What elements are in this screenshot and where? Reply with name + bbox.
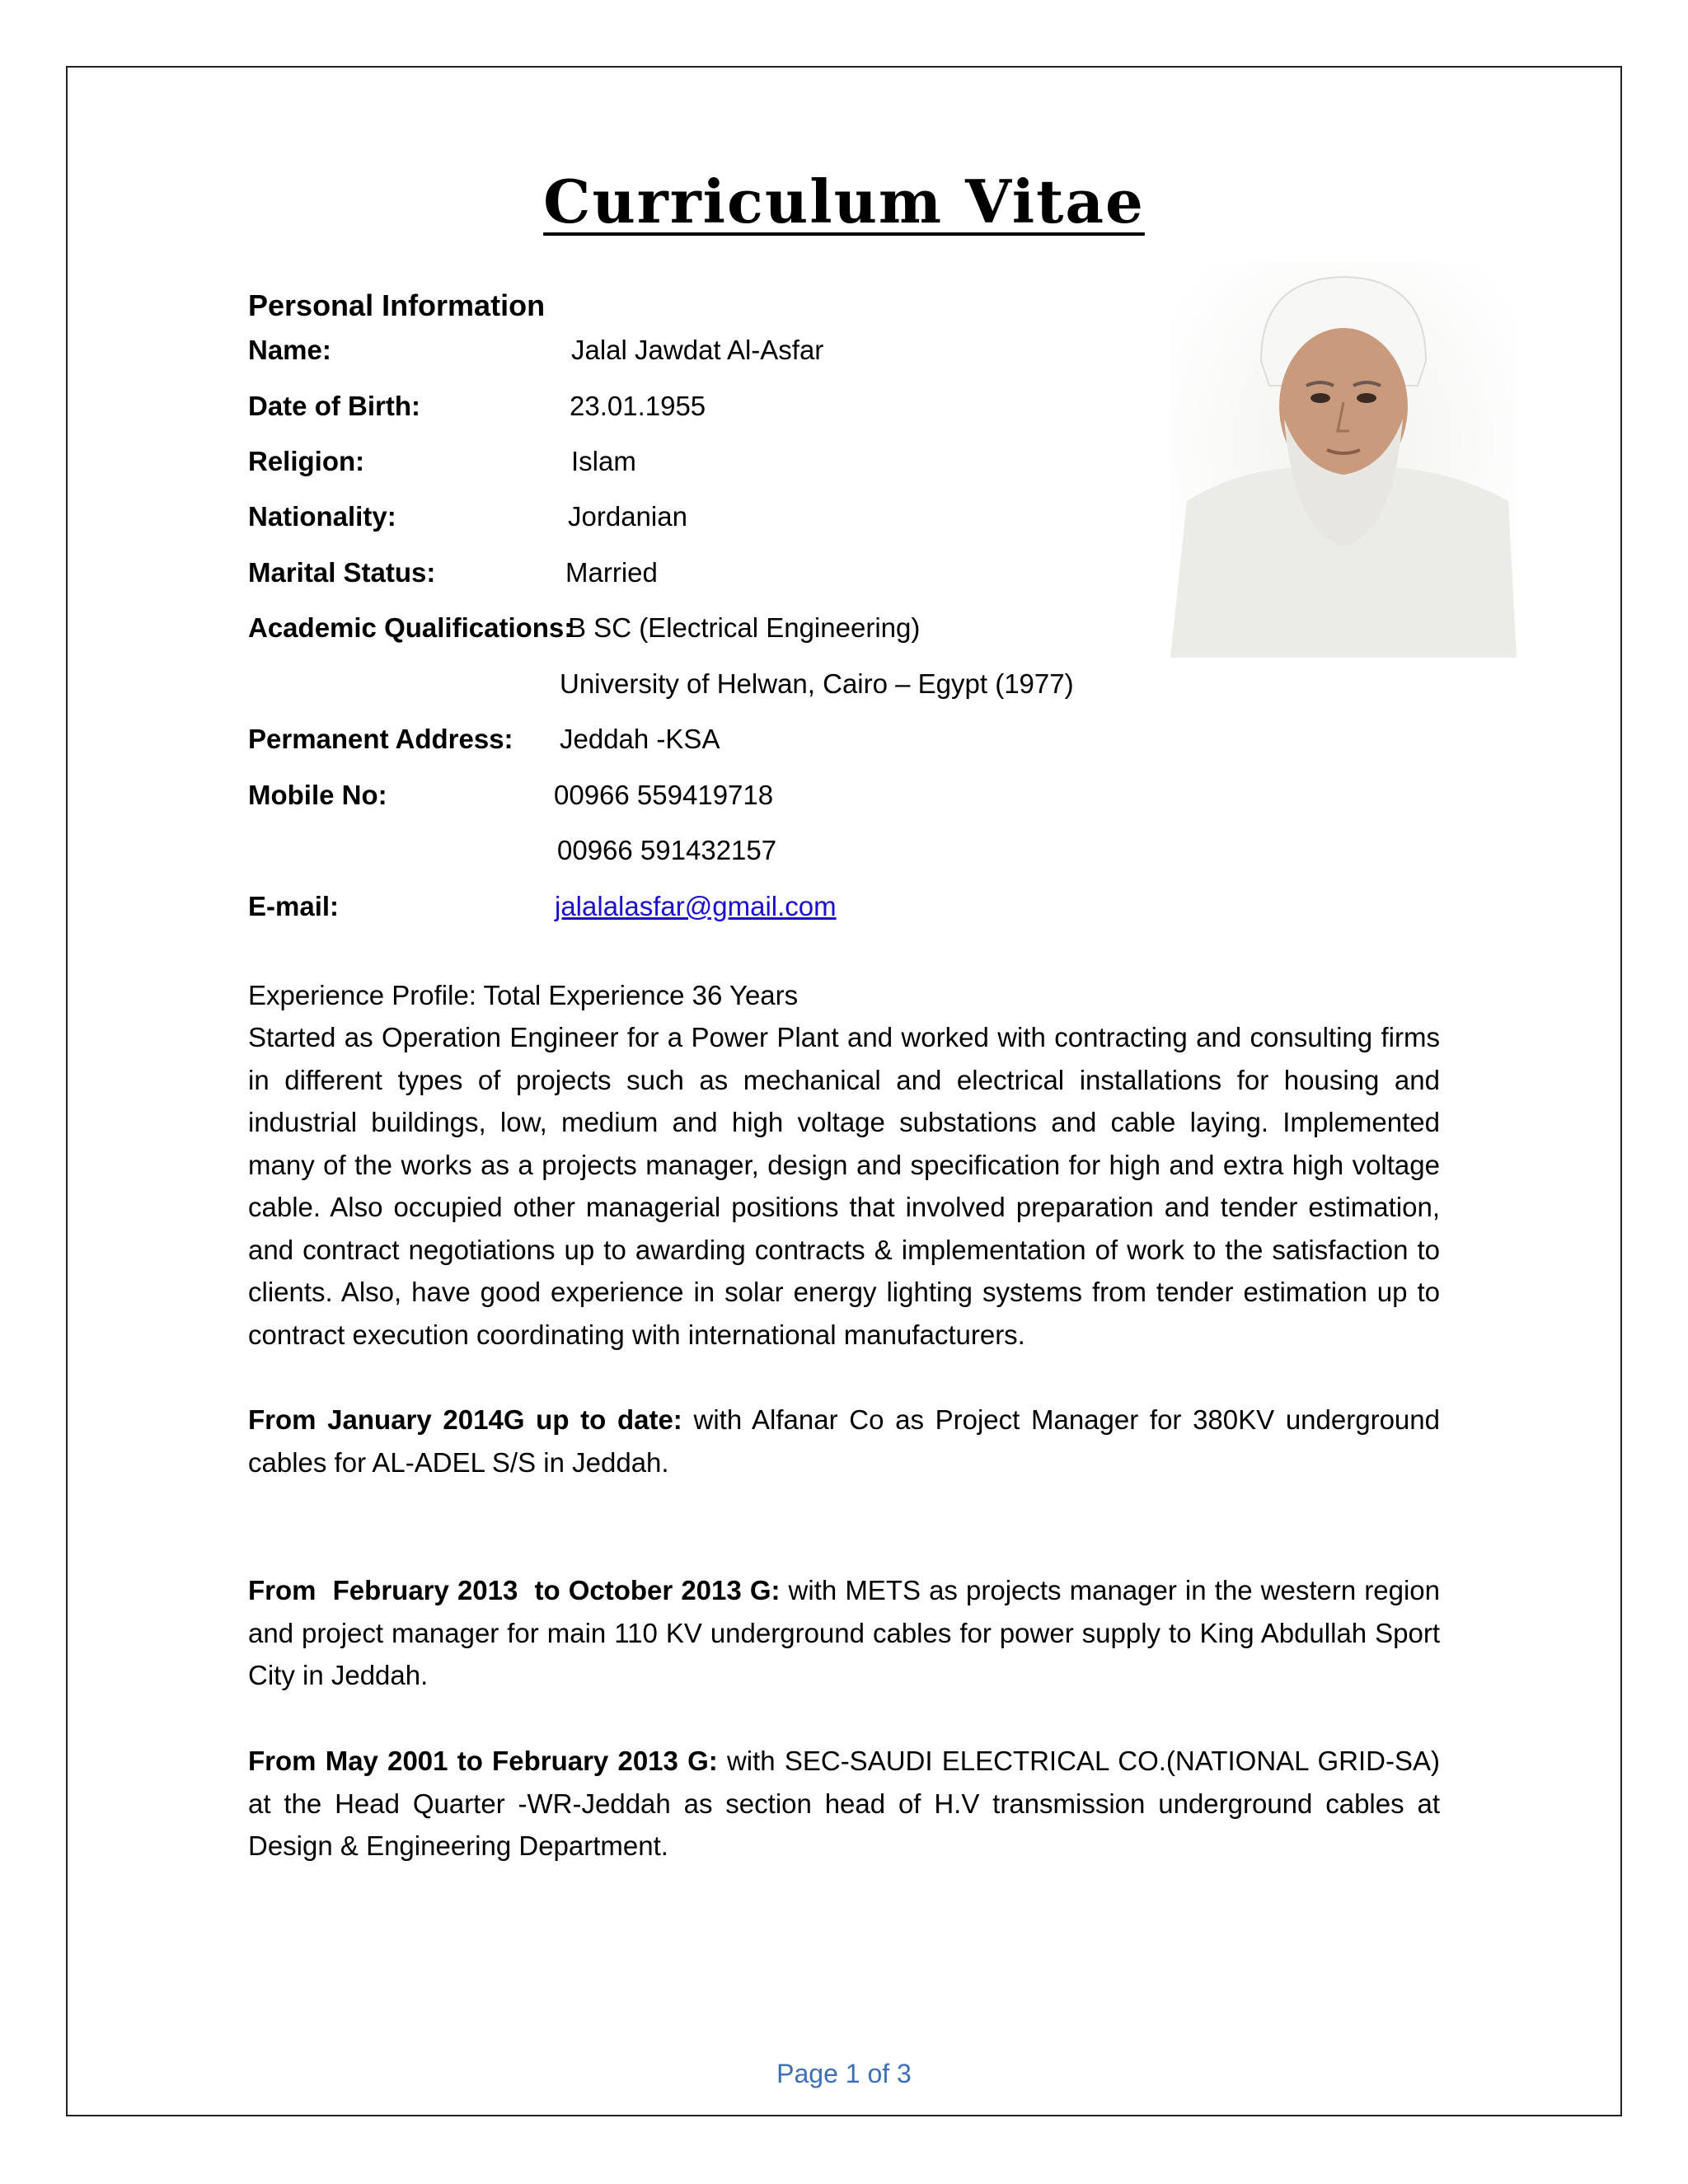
dob-value: 23.01.1955 [570,391,706,421]
marital-label: Marital Status: [248,557,436,588]
entry-text: with Alfanar Co as Project Manager for 380KV underground cables for AL-ADEL S/S in Jeddah. [248,1404,1440,1478]
cv-title-wrap [0,166,1688,237]
experience-summary: Started as Operation Engineer for a Power Plant and worked with contracting and consulting firms in different types of projects such as mechanical and electrical installations for housing and industrial buildings, low, medium and high voltage substations and cable laying. Implemented many of the works as a projects manager, design and specification for high and extra high voltage cable. Also occupied other managerial positions that involved preparation and tender estimation, and contract negotiations up to awarding contracts & implementation of work to the satisfaction to clients. Also, have good experience in solar energy lighting systems from tender estimation up to contract execution coordinating with international manufacturers. [248,1022,1440,1350]
address-value: Jeddah -KSA [560,724,720,754]
nationality-value: Jordanian [568,501,687,532]
mobile-label: Mobile No: [248,780,387,810]
experience-entry [248,1569,1440,1697]
religion-label: Religion: [248,446,365,476]
entry-period: From January 2014G up to date: [248,1404,682,1435]
academic-degree: B SC (Electrical Engineering) [568,612,921,643]
name-value: Jalal Jawdat Al-Asfar [571,335,824,365]
experience-entry [248,1399,1440,1483]
entry-period: From February 2013 to October 2013 G: [248,1575,781,1605]
marital-value: Married [565,557,658,588]
profile-photo [1170,262,1517,658]
religion-value: Islam [571,446,636,476]
entry-period: From May 2001 to February 2013 G: [248,1746,718,1776]
cv-title: Curriculum Vitae [543,166,1145,237]
page-number: Page 1 of 3 [776,2059,912,2088]
academic-label: Academic Qualifications: [248,612,574,643]
experience-entry [248,1740,1440,1868]
nationality-label: Nationality: [248,501,396,532]
name-label: Name: [248,335,331,365]
email-label: E-mail: [248,891,340,921]
email-link[interactable]: jalalalasfar@gmail.com [555,891,837,921]
experience-heading: Experience Profile: Total Experience 36 Years [248,980,799,1010]
academic-university: University of Helwan, Cairo – Egypt (1977) [560,668,1074,699]
entry-text: with SEC-SAUDI ELECTRICAL CO.(NATIONAL GRID-SA) at the Head Quarter -WR-Jeddah as section head of H.V transmission underground cables at Design & Engineering Department. [248,1746,1440,1861]
entry-text: with METS as projects manager in the western region and project manager for main 110 KV underground cables for power supply to King Abdullah Sport City in Jeddah. [248,1575,1441,1690]
dob-label: Date of Birth: [248,391,420,421]
mobile-value-1: 00966 559419718 [554,780,774,810]
mobile-value-2: 00966 591432157 [557,835,777,865]
address-label: Permanent Address: [248,724,513,754]
personal-info-heading: Personal Information [248,288,546,322]
